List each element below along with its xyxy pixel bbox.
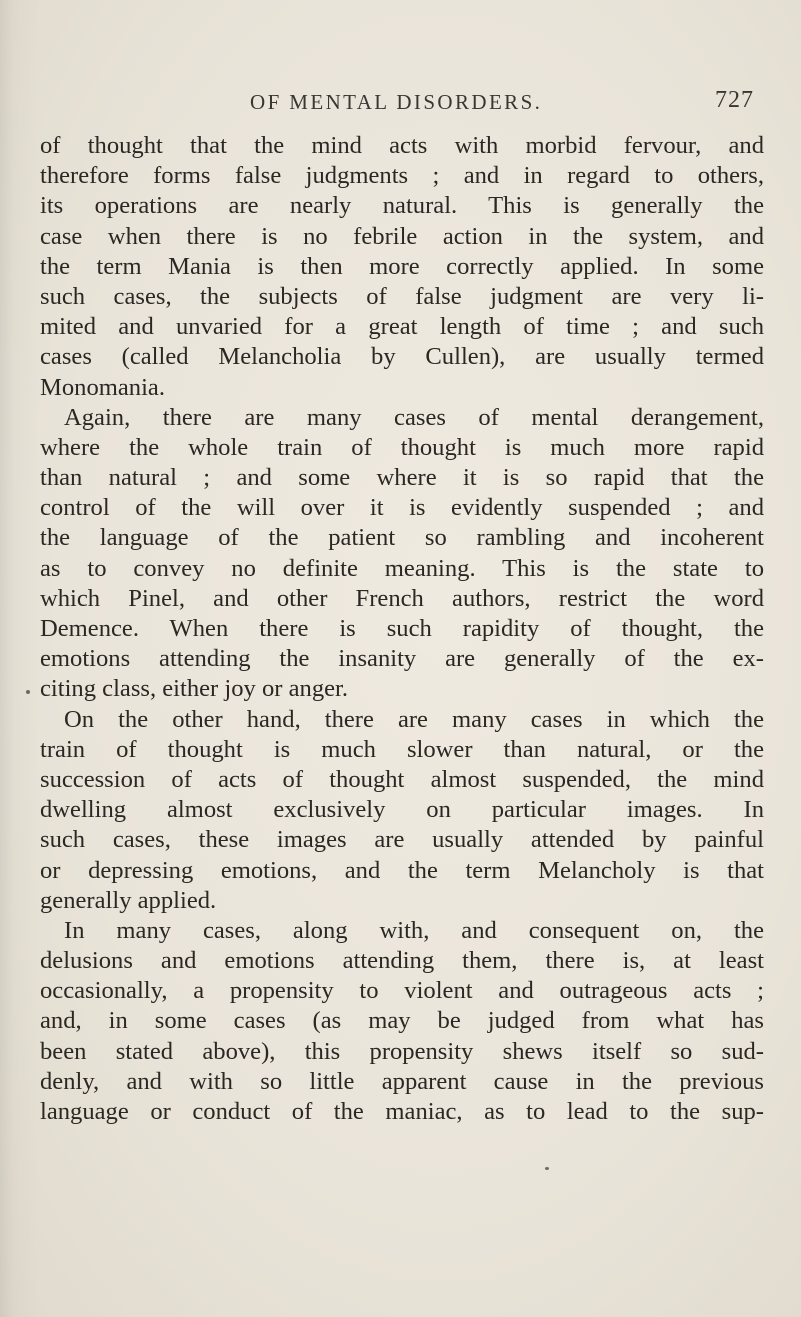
text-line: denly, and with so little apparent cause in the previous bbox=[40, 1067, 764, 1095]
ink-speck bbox=[26, 690, 30, 694]
text-line: control of the will over it is evidently suspended ; and bbox=[40, 494, 764, 522]
text-line: such cases, these images are usually attended by painful bbox=[40, 826, 764, 854]
text-line: which Pinel, and other French authors, restrict the word bbox=[40, 584, 764, 612]
text-line: On the other hand, there are many cases in which the bbox=[64, 705, 764, 733]
text-line: the term Mania is then more correctly applied. In some bbox=[40, 252, 764, 280]
text-line: mited and unvaried for a great length of time ; and such bbox=[40, 313, 764, 341]
text-line: citing class, either joy or anger. bbox=[40, 675, 349, 703]
text-line: or depressing emotions, and the term Melancholy is that bbox=[40, 856, 764, 884]
text-line: Demence. When there is such rapidity of thought, the bbox=[40, 615, 764, 642]
text-line: than natural ; and some where it is so rapid that the bbox=[40, 464, 764, 492]
text-line: its operations are nearly natural. This is generally the bbox=[40, 192, 764, 220]
text-line: train of thought is much slower than natural, or the bbox=[40, 735, 764, 763]
text-line: such cases, the subjects of false judgment are very li- bbox=[40, 282, 764, 310]
ink-speck bbox=[545, 1167, 549, 1170]
running-title: OF MENTAL DISORDERS. bbox=[250, 90, 543, 114]
text-line: where the whole train of thought is much more rapid bbox=[40, 433, 764, 461]
text-line: succession of acts of thought almost suspended, the mind bbox=[40, 765, 764, 793]
text-line: Monomania. bbox=[40, 373, 165, 401]
text-line: the language of the patient so rambling and incoherent bbox=[40, 524, 764, 552]
text-line: as to convey no definite meaning. This is the state to bbox=[40, 554, 764, 582]
text-line: cases (called Melancholia by Cullen), are usually termed bbox=[40, 343, 764, 371]
text-line: language or conduct of the maniac, as to lead to the sup- bbox=[40, 1098, 764, 1125]
text-line: been stated above), this propensity shews itself so sud- bbox=[40, 1037, 764, 1065]
text-line: of thought that the mind acts with morbid fervour, and bbox=[40, 132, 764, 159]
text-line: Again, there are many cases of mental derangement, bbox=[64, 403, 764, 431]
text-line: and, in some cases (as may be judged from what has bbox=[40, 1007, 764, 1035]
text-line: generally applied. bbox=[40, 886, 217, 914]
text-line: therefore forms false judgments ; and in regard to others, bbox=[40, 162, 764, 190]
text-line: In many cases, along with, and consequent on, the bbox=[64, 916, 764, 944]
page-number: 727 bbox=[715, 87, 754, 113]
text-line: emotions attending the insanity are generally of the ex- bbox=[40, 645, 764, 673]
text-line: case when there is no febrile action in the system, and bbox=[40, 222, 764, 250]
text-line: occasionally, a propensity to violent and outrageous acts ; bbox=[40, 977, 764, 1005]
text-line: delusions and emotions attending them, there is, at least bbox=[40, 947, 764, 975]
text-line: dwelling almost exclusively on particular images. In bbox=[40, 796, 764, 824]
running-head bbox=[60, 87, 780, 130]
body-text bbox=[40, 131, 764, 1127]
